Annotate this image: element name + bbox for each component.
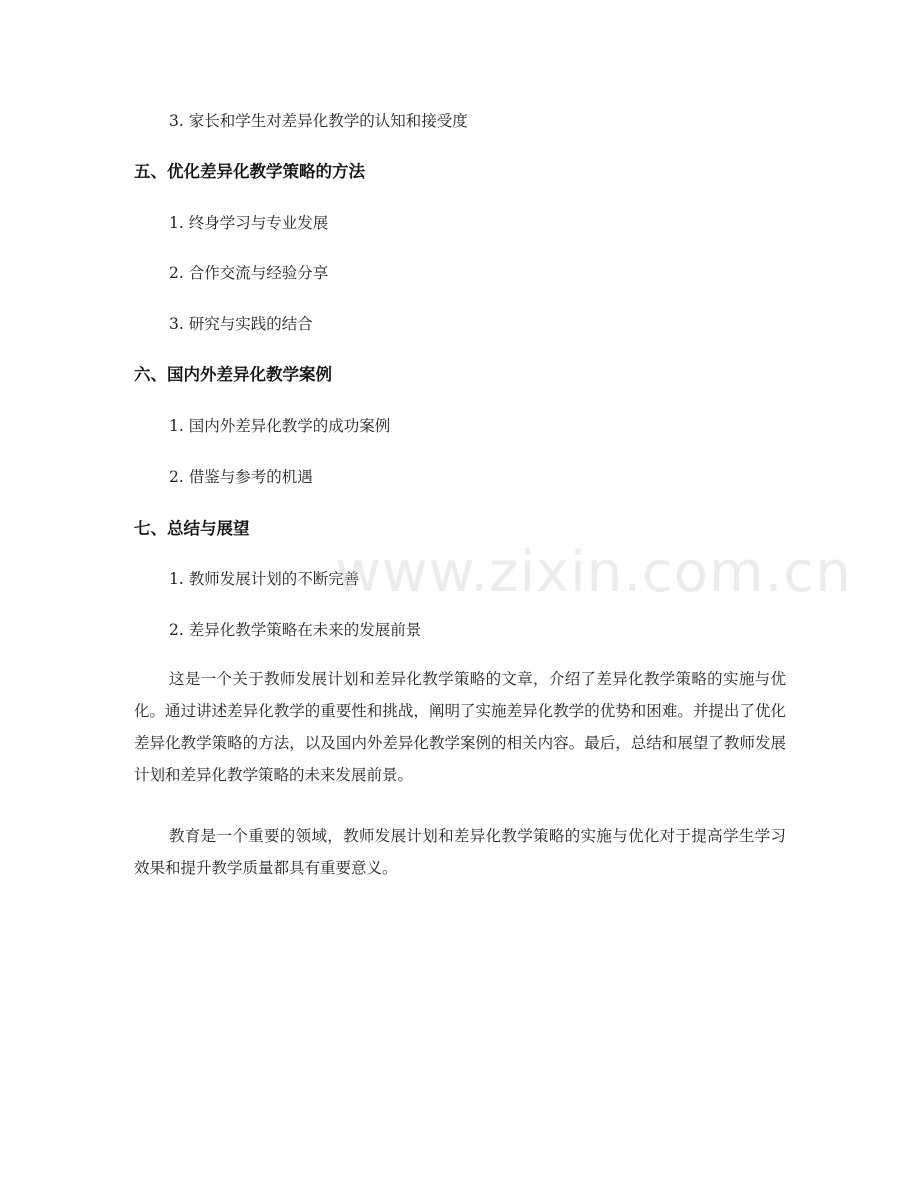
list-item: 1. 教师发展计划的不断完善 — [169, 570, 360, 588]
section-heading-6: 六、国内外差异化教学案例 — [134, 365, 332, 384]
closing-paragraph: 教育是一个重要的领域，教师发展计划和差异化教学策略的实施与优化对于提高学生学习效果和提升教学质量都具有重要意义。 — [134, 827, 786, 877]
section-heading-5: 五、优化差异化教学策略的方法 — [134, 162, 365, 181]
watermark: www.zixin.com.cn — [335, 540, 852, 605]
list-item: 3. 家长和学生对差异化教学的认知和接受度 — [169, 112, 468, 130]
list-item: 1. 终身学习与专业发展 — [169, 214, 329, 232]
list-item: 3. 研究与实践的结合 — [169, 315, 313, 333]
list-item: 2. 借鉴与参考的机遇 — [169, 468, 313, 486]
section-heading-7: 七、总结与展望 — [134, 519, 250, 538]
summary-paragraph: 这是一个关于教师发展计划和差异化教学策略的文章，介绍了差异化教学策略的实施与优化。通过讲述差异化教学的重要性和挑战，阐明了实施差异化教学的优势和困难。并提出了优化差异化教学策略的方法，以及国内外差异化教学案例的相关内容。最后，总结和展望了教师发展计划和差异化教学策略的未来发展前景。 — [134, 670, 786, 784]
list-item: 1. 国内外差异化教学的成功案例 — [169, 417, 391, 435]
list-item: 2. 合作交流与经验分享 — [169, 264, 329, 282]
list-item: 2. 差异化教学策略在未来的发展前景 — [169, 621, 422, 639]
